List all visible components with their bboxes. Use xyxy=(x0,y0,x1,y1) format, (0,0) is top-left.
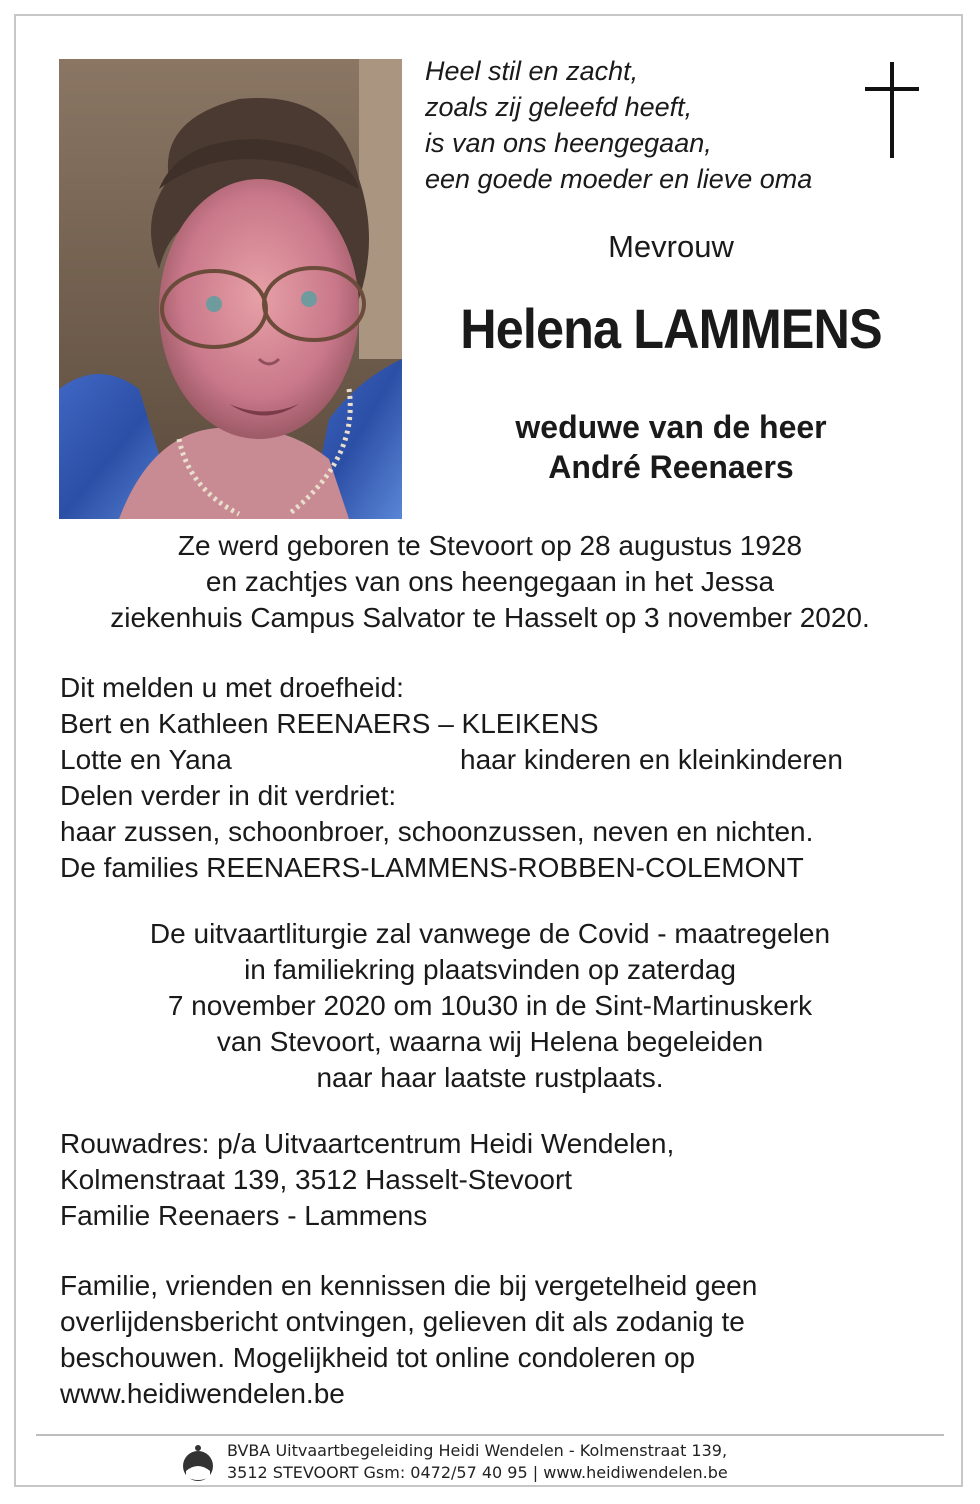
grandchildren-row xyxy=(60,742,920,778)
poem-line: Heel stil en zacht, xyxy=(425,56,639,86)
funeral-home-logo-icon xyxy=(180,1443,216,1488)
cross-icon xyxy=(863,62,921,165)
footer-contact: 3512 STEVOORT Gsm: 0472/57 40 95 | www.heidiwendelen.be xyxy=(227,1463,728,1482)
salutation: Mevrouw xyxy=(608,229,734,264)
poem-line: een goede moeder en lieve oma xyxy=(425,164,813,194)
relatives-line: haar zussen, schoonbroer, schoonzussen, neven en nichten. xyxy=(60,816,814,847)
address-line: Kolmenstraat 139, 3512 Hasselt-Stevoort xyxy=(60,1164,573,1195)
further-line: Delen verder in dit verdriet: xyxy=(60,780,397,811)
birth-paragraph xyxy=(0,528,980,636)
footer-line: BVBA Uitvaartbegeleiding Heidi Wendelen - Kolmenstraat 139, xyxy=(227,1441,728,1460)
closing-line: Familie, vrienden en kennissen die bij vergetelheid geen xyxy=(60,1270,758,1301)
closing-line: overlijdensbericht ontvingen, gelieven dit als zodanig te xyxy=(60,1306,745,1337)
spouse-name: André Reenaers xyxy=(548,449,794,485)
address-paragraph xyxy=(60,1126,674,1234)
family-intro: Dit melden u met droefheid: xyxy=(60,672,404,703)
website-link[interactable]: www.heidiwendelen.be xyxy=(60,1378,345,1409)
birth-line: en zachtjes van ons heengegaan in het Jessa xyxy=(205,566,775,597)
funeral-line: De uitvaartliturgie zal vanwege de Covid - maatregelen xyxy=(149,918,831,949)
deceased-name: Helena LAMMENS xyxy=(460,297,882,360)
footer-divider xyxy=(36,1434,944,1436)
relation-label: haar kinderen en kleinkinderen xyxy=(460,744,843,775)
poem xyxy=(425,53,865,197)
address-line: Rouwadres: p/a Uitvaartcentrum Heidi Wendelen, xyxy=(60,1128,675,1159)
poem-line: zoals zij geleefd heeft, xyxy=(425,92,693,122)
funeral-paragraph xyxy=(0,916,980,1096)
funeral-line: van Stevoort, waarna wij Helena begeleiden xyxy=(216,1026,764,1057)
funeral-line: 7 november 2020 om 10u30 in de Sint-Martinuskerk xyxy=(167,990,813,1021)
portrait-photo xyxy=(59,59,402,519)
closing-line: beschouwen. Mogelijkheid tot online condoleren op xyxy=(60,1342,696,1373)
birth-line: ziekenhuis Campus Salvator te Hasselt op 3 november 2020. xyxy=(110,602,870,633)
funeral-home-footer xyxy=(227,1440,728,1484)
families-line: De families REENAERS-LAMMENS-ROBBEN-COLEMONT xyxy=(60,852,804,883)
family-paragraph xyxy=(60,670,920,886)
funeral-line: naar haar laatste rustplaats. xyxy=(316,1062,664,1093)
widow-of xyxy=(425,407,917,487)
closing-paragraph xyxy=(60,1268,757,1412)
grandchildren-names: Lotte en Yana xyxy=(60,744,232,775)
address-line: Familie Reenaers - Lammens xyxy=(60,1200,428,1231)
widow-line: weduwe van de heer xyxy=(515,409,827,445)
children-line: Bert en Kathleen REENAERS – KLEIKENS xyxy=(60,708,599,739)
funeral-line: in familiekring plaatsvinden op zaterdag xyxy=(244,954,736,985)
birth-line: Ze werd geboren te Stevoort op 28 augustus 1928 xyxy=(177,530,803,561)
poem-line: is van ons heengegaan, xyxy=(425,128,712,158)
